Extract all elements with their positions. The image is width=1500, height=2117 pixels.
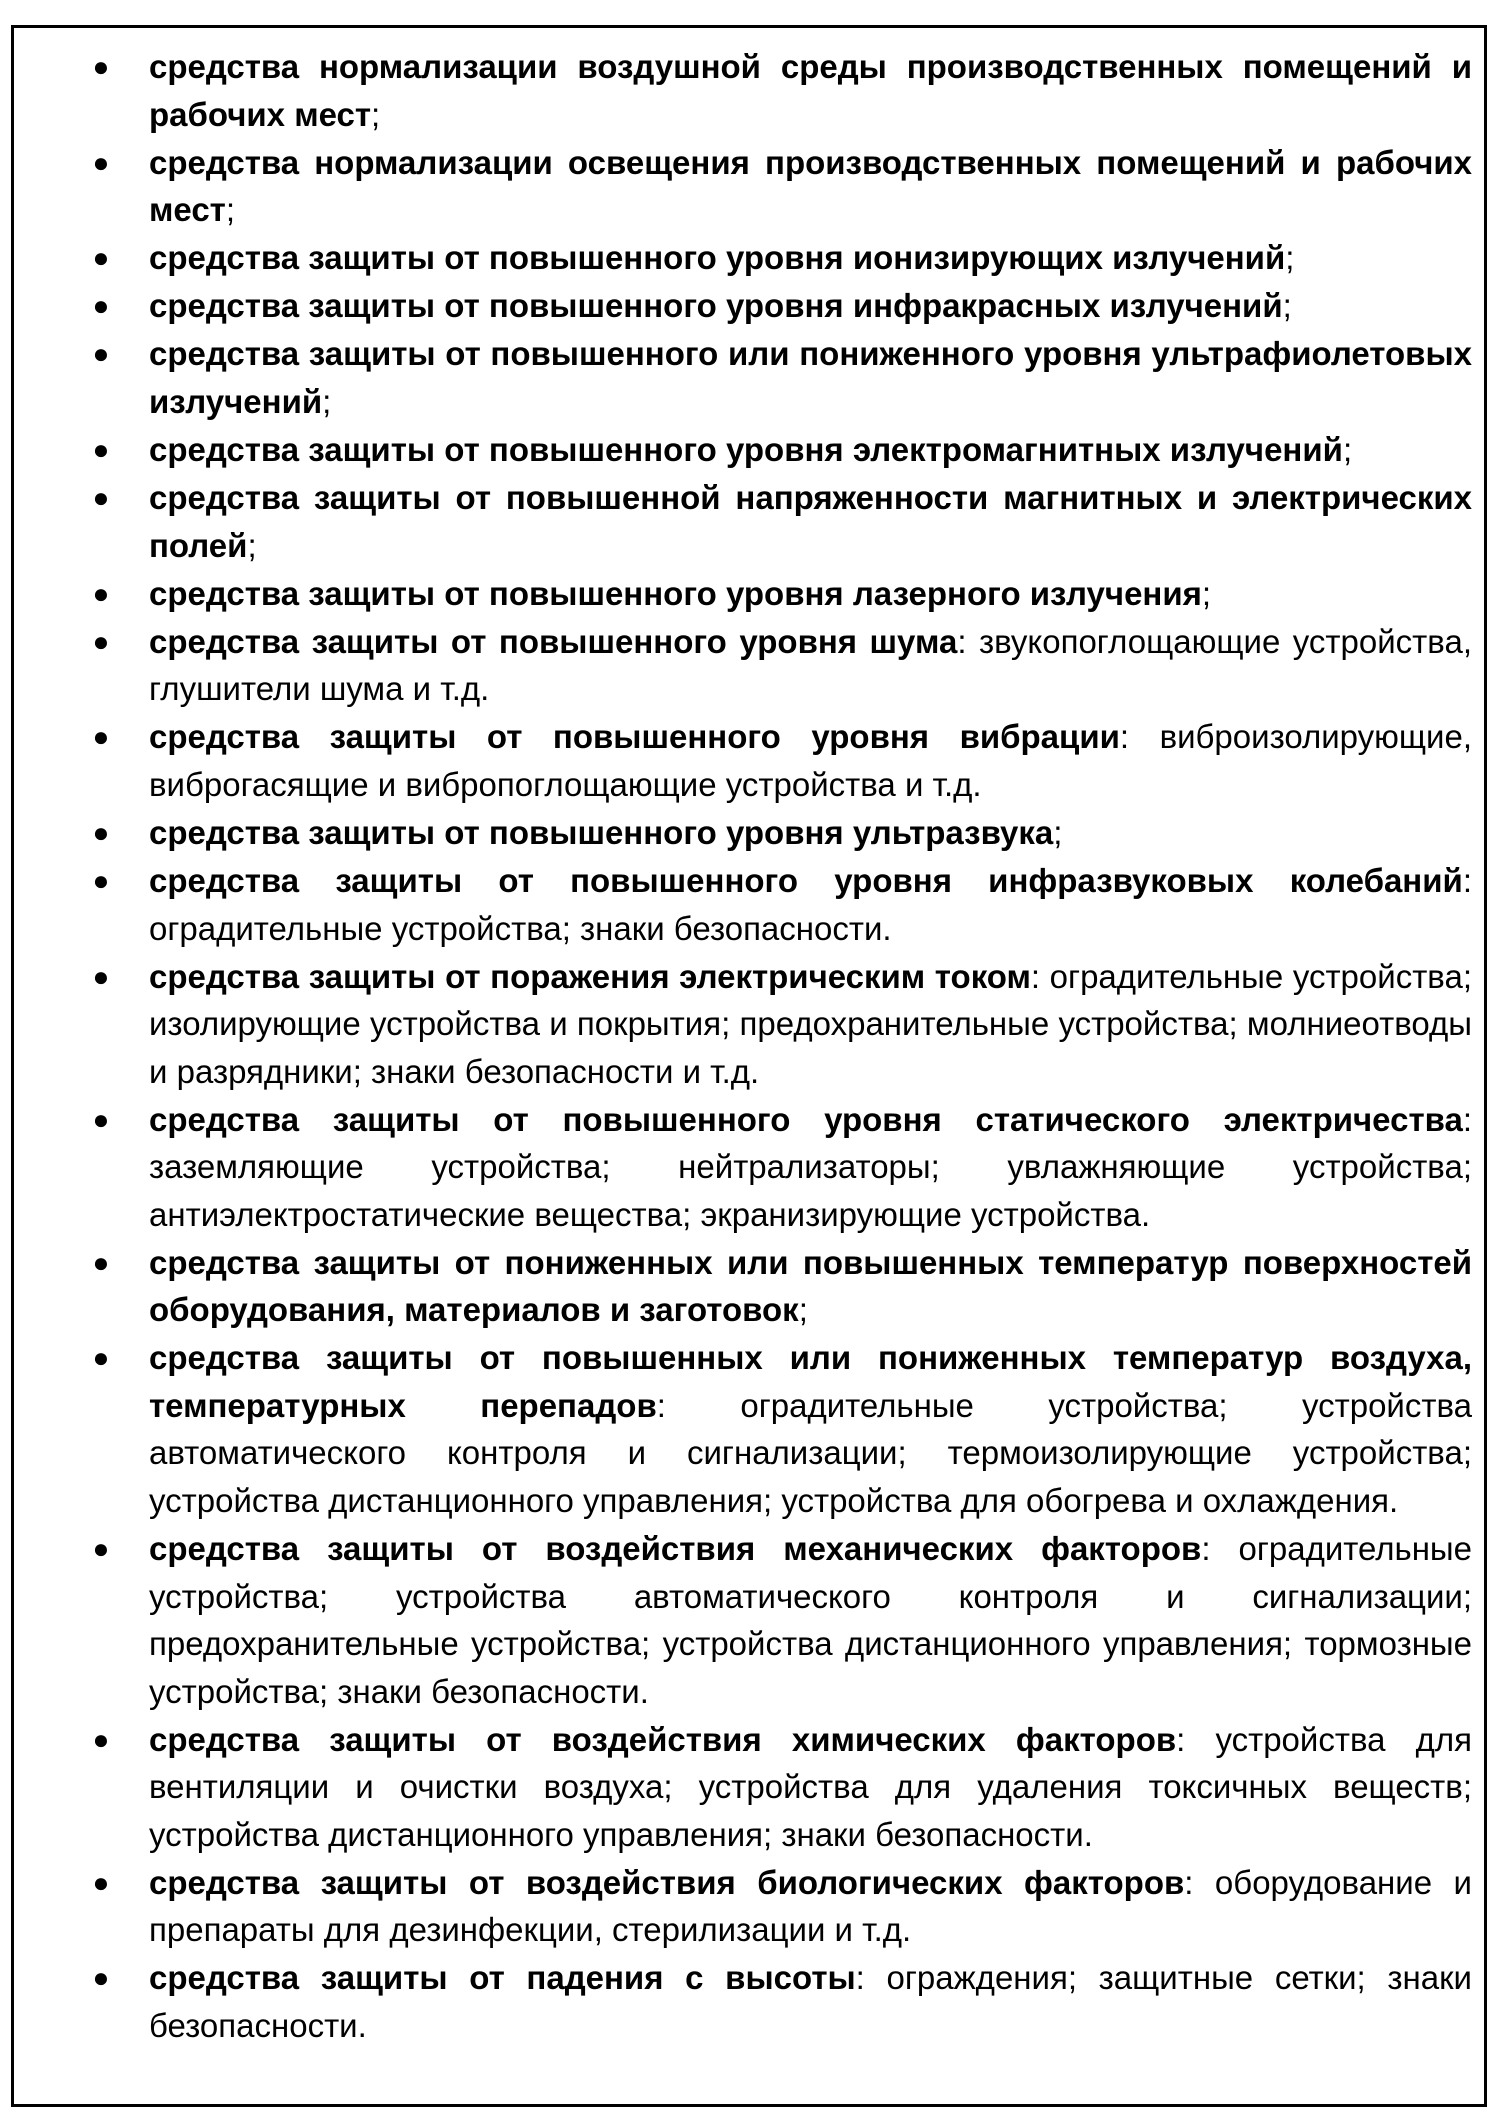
item-description: ; (1342, 430, 1353, 468)
item-term: средства защиты от повышенного уровня ультразвука (149, 813, 1054, 851)
item-description: : оборудование и препараты для дезинфекции, стерилизации и т.д. (149, 1863, 1472, 1949)
item-description: : устройства для вентиляции и очистки воздуха; устройства для удаления токсичных веществ; устройства дистанционного управления; знаки безопасности. (149, 1720, 1472, 1853)
item-term: средства защиты от падения с высоты (149, 1959, 856, 1997)
item-description: ; (798, 1291, 808, 1329)
list-item (91, 330, 1472, 425)
item-term: средства защиты от воздействия биологических факторов (149, 1863, 1185, 1901)
bullet-icon: ● (92, 625, 110, 657)
item-description: : виброизолирующие, виброгасящие и вибропоглощающие устройства и т.д. (149, 718, 1472, 803)
bullet-icon: ● (92, 1723, 110, 1755)
bullet-icon: ● (92, 338, 110, 370)
item-term: средства защиты от повышенного уровня инфразвуковых колебаний (149, 862, 1463, 900)
bullet-icon: ● (92, 1103, 110, 1135)
bullet-icon: ● (92, 51, 110, 82)
list-item (91, 426, 1472, 474)
list-item (91, 713, 1472, 808)
item-term: средства защиты от повышенной напряженности магнитных и электрических полей (149, 479, 1472, 564)
list-item (91, 1859, 1472, 1954)
bullet-icon: ● (92, 1246, 110, 1278)
list-item (91, 953, 1472, 1096)
item-term: средства защиты от повышенного уровня ионизирующих излучений (149, 239, 1286, 277)
bullet-icon: ● (92, 1342, 110, 1374)
item-term: средства защиты от повышенного уровня электромагнитных излучений (149, 430, 1343, 468)
item-term: средства защиты от повышенного или пониженного уровня ультрафиолетовых излучений (149, 335, 1472, 420)
list-item (91, 1716, 1472, 1859)
item-description: ; (371, 95, 381, 133)
list-item (91, 282, 1472, 330)
item-description: ; (1053, 813, 1063, 851)
protection-means-list (91, 43, 1472, 2050)
item-term: средства нормализации воздушной среды производственных помещений и рабочих мест (149, 48, 1472, 133)
item-description: ; (322, 382, 332, 420)
item-term: средства нормализации освещения производственных помещений и рабочих мест (149, 143, 1472, 229)
item-term: средства защиты от повышенного уровня статического электричества (149, 1100, 1463, 1138)
bullet-icon: ● (92, 1962, 110, 1994)
item-description: : оградительные устройства; устройства автоматического контроля и сигнализации; предохранительные устройства; устройства дистанционного управления; тормозные устройства; знаки безопасности. (149, 1530, 1472, 1710)
list-item (91, 1954, 1472, 2049)
item-term: средства защиты от повышенного уровня вибрации (149, 718, 1120, 756)
item-term: средства защиты от повышенных или пониженных температур воздуха, температурных перепадов (149, 1339, 1472, 1424)
list-item (91, 234, 1472, 282)
item-description: : оградительные устройства; устройства автоматического контроля и сигнализации; термоизолирующие устройства; устройства дистанционного управления; устройства для обогрева и охлаждения. (149, 1386, 1472, 1519)
list-item (91, 570, 1472, 618)
item-description: : звукопоглощающие устройства, глушители шума и т.д. (149, 622, 1472, 708)
bullet-icon: ● (92, 1866, 110, 1898)
list-item (91, 1525, 1472, 1715)
list-item (91, 1239, 1472, 1334)
list-item (91, 43, 1472, 138)
list-item (91, 1096, 1472, 1239)
item-description: ; (225, 191, 236, 229)
bullet-icon: ● (92, 433, 110, 465)
item-term: средства защиты от поражения электрическим током (149, 957, 1031, 995)
item-description: ; (247, 526, 257, 564)
bullet-icon: ● (92, 482, 110, 514)
item-description: ; (1282, 287, 1292, 325)
item-term: средства защиты от пониженных или повышенных температур поверхностей оборудования, материалов и заготовок (149, 1243, 1472, 1329)
item-term: средства защиты от повышенного уровня шума (149, 622, 958, 660)
item-description: ; (1285, 239, 1295, 277)
list-item (91, 1334, 1472, 1524)
list-item (91, 857, 1472, 952)
bullet-icon: ● (92, 290, 110, 322)
bullet-icon: ● (92, 577, 110, 609)
list-item (91, 139, 1472, 234)
list-item (91, 474, 1472, 569)
list-item (91, 809, 1472, 857)
item-description: ; (1201, 574, 1212, 612)
bullet-icon: ● (92, 960, 110, 992)
bullet-icon: ● (92, 816, 110, 848)
list-item (91, 618, 1472, 713)
item-term: средства защиты от повышенного уровня лазерного излучения (149, 574, 1202, 612)
bullet-icon: ● (92, 242, 110, 274)
bullet-icon: ● (92, 721, 110, 753)
item-description: : ограждения; защитные сетки; знаки безопасности. (149, 1959, 1472, 2044)
item-description: : оградительные устройства; знаки безопасности. (149, 862, 1472, 947)
item-term: средства защиты от воздействия механических факторов (149, 1530, 1202, 1567)
bullet-icon: ● (92, 146, 110, 178)
item-term: средства защиты от воздействия химических факторов (149, 1720, 1177, 1758)
item-term: средства защиты от повышенного уровня инфракрасных излучений (149, 287, 1283, 325)
item-description: : заземляющие устройства; нейтрализаторы; увлажняющие устройства; антиэлектростатические вещества; экранизирующие устройства. (149, 1100, 1472, 1233)
item-description: : оградительные устройства; изолирующие устройства и покрытия; предохранительные устройства; молниеотводы и разрядники; знаки безопасности и т.д. (149, 957, 1472, 1090)
bullet-icon: ● (92, 865, 110, 897)
bullet-icon: ● (92, 1533, 110, 1564)
